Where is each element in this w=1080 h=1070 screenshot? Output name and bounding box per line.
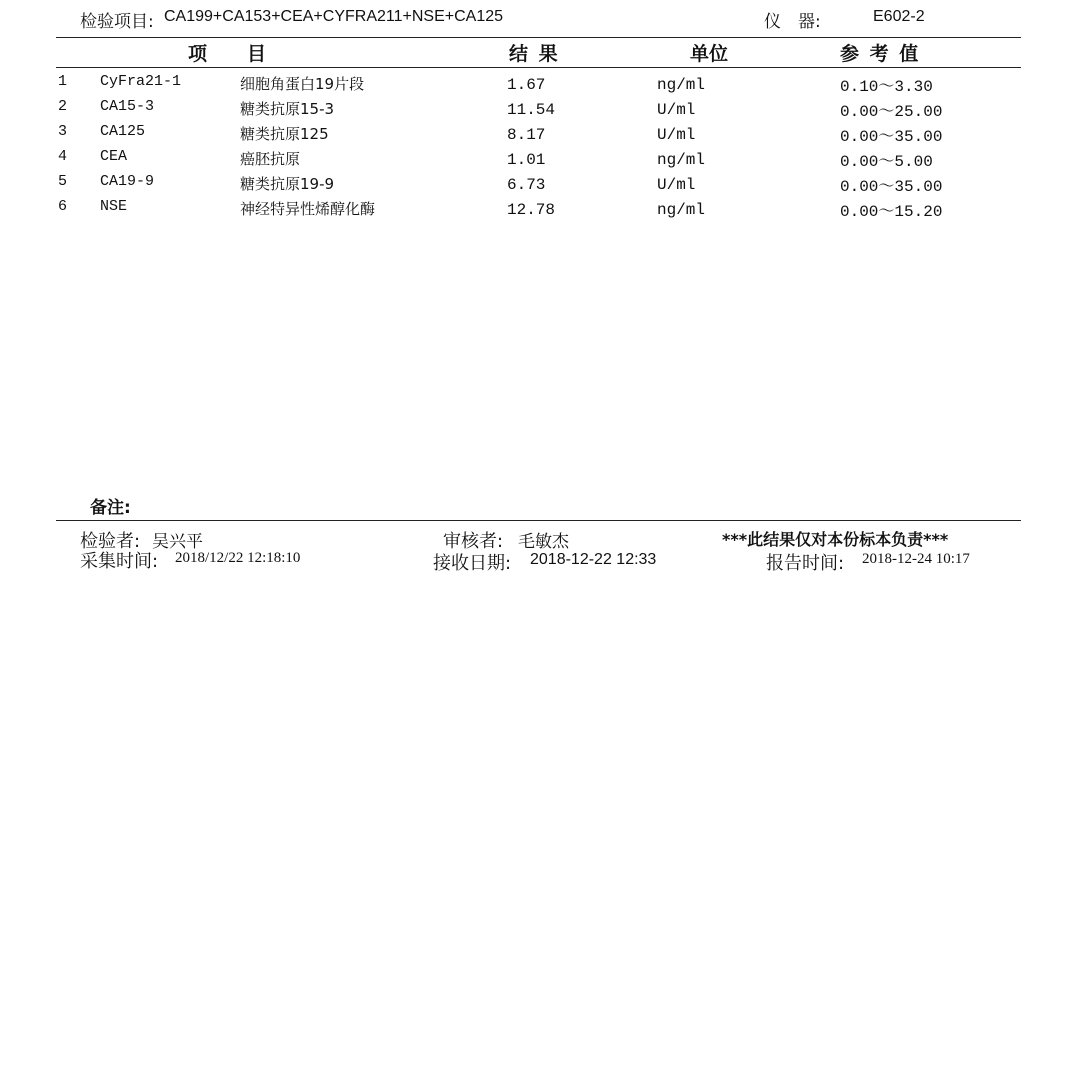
column-header-result: 结 果 (509, 43, 560, 65)
row-code: CA15-3 (100, 98, 155, 115)
reviewer-name: 毛敏杰 (518, 532, 569, 552)
receive-date-value: 2018-12-22 12:33 (530, 551, 657, 568)
row-reference: 0.00～35.00 (840, 128, 943, 146)
row-unit: ng/ml (657, 151, 706, 169)
table-row (0, 73, 1080, 98)
row-number: 2 (58, 98, 68, 115)
row-reference: 0.00～25.00 (840, 103, 943, 121)
row-number: 1 (58, 73, 68, 90)
row-number: 4 (58, 148, 68, 165)
row-unit: ng/ml (657, 201, 706, 219)
row-result: 11.54 (507, 101, 556, 119)
row-result: 6.73 (507, 176, 546, 194)
row-result: 1.67 (507, 76, 546, 94)
row-result: 8.17 (507, 126, 546, 144)
row-reference: 0.00～15.20 (840, 203, 943, 221)
column-header-unit: 单位 (690, 43, 729, 65)
row-name: 糖类抗原19-9 (240, 175, 335, 193)
row-name: 细胞角蛋白19片段 (240, 75, 365, 93)
footer-rule (56, 520, 1021, 521)
row-unit: U/ml (657, 101, 696, 119)
row-number: 3 (58, 123, 68, 140)
header-top-rule (56, 37, 1021, 38)
row-unit: ng/ml (657, 76, 706, 94)
row-code: CA125 (100, 123, 146, 140)
instrument-value: E602-2 (873, 8, 925, 25)
row-code: NSE (100, 198, 128, 215)
inspector-label: 检验者: (80, 531, 141, 552)
column-header-item-a: 项 (188, 43, 210, 65)
row-result: 1.01 (507, 151, 546, 169)
row-reference: 0.00～35.00 (840, 178, 943, 196)
reviewer-label: 审核者: (443, 531, 504, 552)
row-unit: U/ml (657, 176, 696, 194)
row-code: CA19-9 (100, 173, 155, 190)
disclaimer-note: ***此结果仅对本份标本负责*** (722, 530, 949, 549)
row-code: CyFra21-1 (100, 73, 182, 90)
row-name: 糖类抗原125 (240, 125, 329, 143)
collect-time-value: 2018/12/22 12:18:10 (175, 550, 301, 566)
table-row (0, 123, 1080, 148)
row-reference: 0.10～3.30 (840, 78, 933, 96)
column-header-item-b: 目 (247, 43, 269, 65)
table-row (0, 98, 1080, 123)
header-bottom-rule (56, 67, 1021, 68)
table-row (0, 173, 1080, 198)
row-number: 5 (58, 173, 68, 190)
row-name: 癌胚抗原 (240, 150, 301, 168)
receive-date-label: 接收日期: (433, 553, 512, 574)
remark-label: 备注: (90, 498, 131, 518)
table-row (0, 198, 1080, 223)
row-reference: 0.00～5.00 (840, 153, 933, 171)
column-header-reference: 参 考 值 (840, 43, 921, 65)
test-items-label: 检验项目: (80, 12, 154, 32)
collect-time-label: 采集时间: (80, 551, 159, 572)
instrument-label: 仪 器: (764, 12, 821, 32)
row-name: 糖类抗原15-3 (240, 100, 335, 118)
inspector-name: 吴兴平 (152, 532, 203, 552)
row-name: 神经特异性烯醇化酶 (240, 200, 376, 218)
row-code: CEA (100, 148, 128, 165)
report-time-label: 报告时间: (766, 553, 845, 574)
report-time-value: 2018-12-24 10:17 (862, 551, 970, 567)
row-unit: U/ml (657, 126, 696, 144)
table-row (0, 148, 1080, 173)
row-number: 6 (58, 198, 68, 215)
test-items-value: CA199+CA153+CEA+CYFRA211+NSE+CA125 (164, 8, 504, 25)
row-result: 12.78 (507, 201, 556, 219)
